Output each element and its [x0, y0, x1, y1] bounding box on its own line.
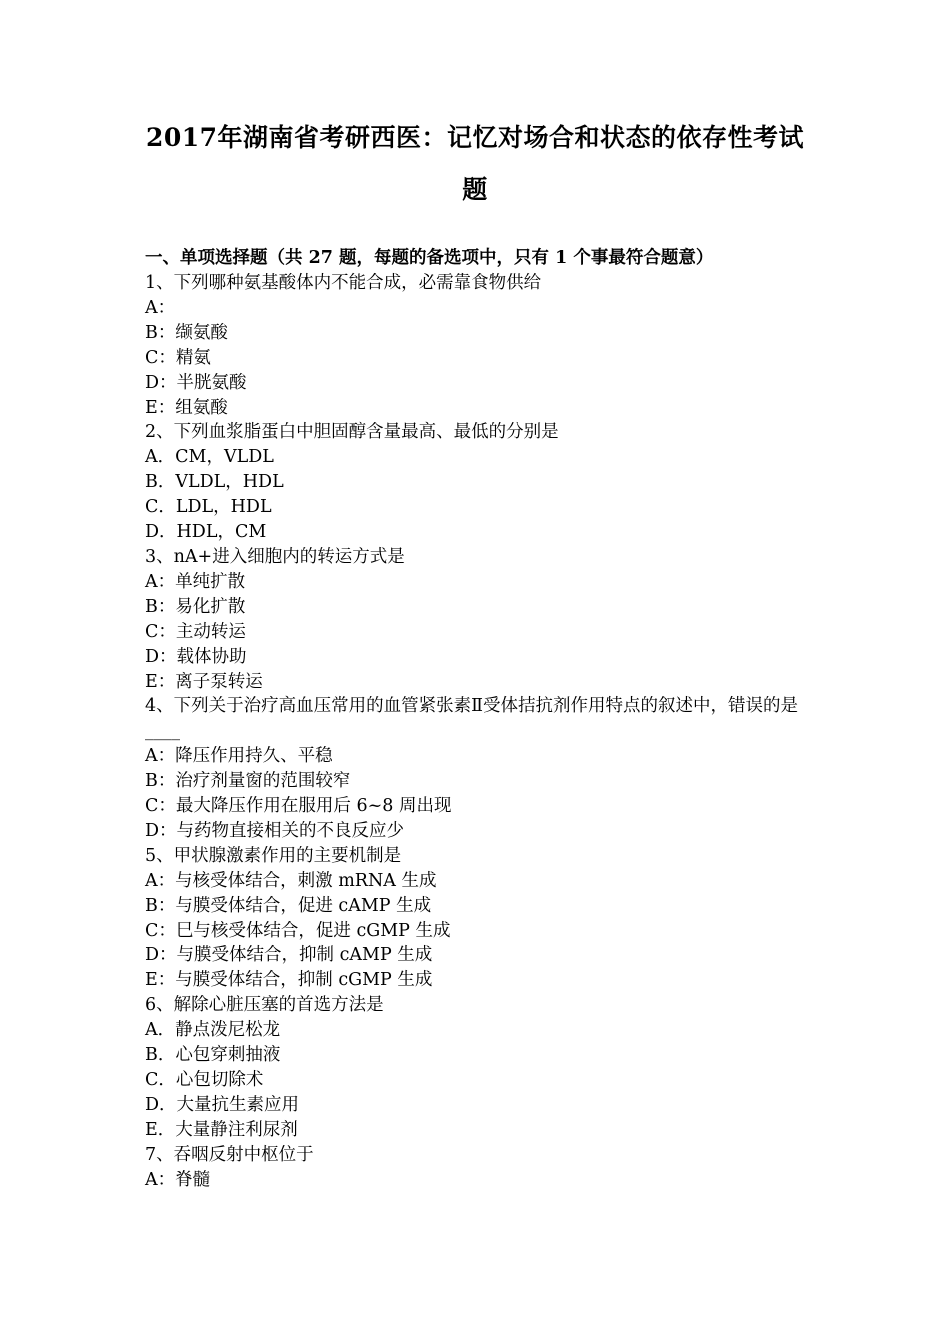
option: A： — [145, 297, 176, 318]
option: A：降压作用持久、平稳 — [145, 746, 333, 767]
question-stem: 5、甲状腺激素作用的主要机制是 — [145, 845, 402, 866]
question-stem: 3、nA+进入细胞内的转运方式是 — [145, 546, 405, 567]
option: E：组氨酸 — [145, 397, 228, 418]
option: A：脊髓 — [145, 1169, 211, 1190]
question-list — [145, 246, 810, 1193]
option: E：离子泵转运 — [145, 671, 263, 692]
option: A：与核受体结合，刺激 mRNA 生成 — [145, 870, 437, 891]
document-title: 2017年湖南省考研西医：记忆对场合和状态的依存性考试题 — [145, 123, 805, 204]
option: C：巳与核受体结合，促进 cGMP 生成 — [145, 920, 451, 941]
option: D．大量抗生素应用 — [145, 1094, 300, 1115]
option: E．大量静注利尿剂 — [145, 1119, 298, 1140]
option: B．心包穿刺抽液 — [145, 1045, 281, 1066]
question-stem: 1、下列哪种氨基酸体内不能合成，必需靠食物供给 — [145, 273, 542, 293]
option: D：与膜受体结合，抑制 cAMP 生成 — [145, 945, 433, 966]
option: C：最大降压作用在服用后 6~8 周出现 — [145, 796, 452, 817]
option: C．LDL，HDL — [145, 497, 272, 518]
option: D：半胱氨酸 — [145, 372, 247, 393]
option: A．CM，VLDL — [145, 447, 274, 468]
option: D：载体协助 — [145, 646, 247, 667]
question-stem: 2、下列血浆脂蛋白中胆固醇含量最高、最低的分别是 — [145, 422, 559, 443]
option: C：主动转运 — [145, 621, 246, 642]
option: C：精氨 — [145, 347, 211, 368]
question-stem: 4、下列关于治疗高血压常用的血管紧张素Ⅱ受体拮抗剂作用特点的叙述中，错误的是____ — [145, 696, 799, 742]
option: A：单纯扩散 — [145, 571, 246, 592]
option: B：治疗剂量窗的范围较窄 — [145, 771, 351, 792]
question-stem: 6、解除心脏压塞的首选方法是 — [145, 995, 384, 1016]
option: E：与膜受体结合，抑制 cGMP 生成 — [145, 970, 433, 991]
option: D：与药物直接相关的不良反应少 — [145, 820, 405, 841]
option: D．HDL，CM — [145, 522, 267, 543]
option: C．心包切除术 — [145, 1070, 264, 1090]
option: A．静点泼尼松龙 — [145, 1020, 281, 1041]
option: B：缬氨酸 — [145, 322, 228, 343]
option: B：易化扩散 — [145, 596, 246, 617]
option: B：与膜受体结合，促进 cAMP 生成 — [145, 895, 432, 916]
section-heading: 一、单项选择题（共 27 题，每题的备选项中，只有 1 个事最符合题意） — [145, 248, 714, 268]
question-stem: 7、吞咽反射中枢位于 — [145, 1144, 314, 1165]
option: B．VLDL，HDL — [145, 472, 284, 493]
